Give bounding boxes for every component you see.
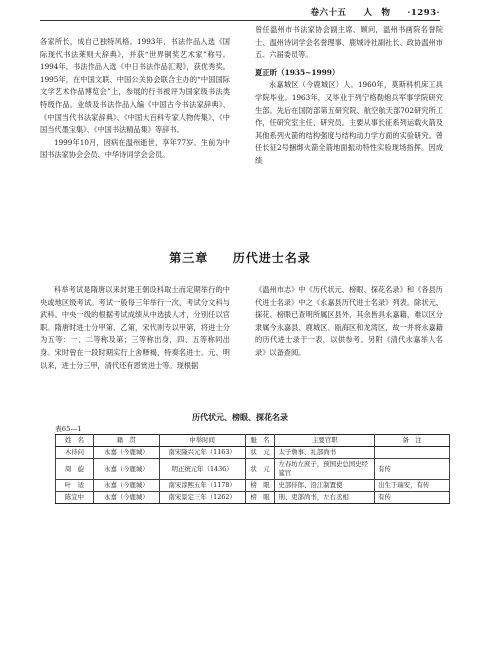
table-cell: 榜 眼 xyxy=(245,492,275,504)
table-cell: 状 元 xyxy=(245,447,275,459)
table-cell: 史部侍郎、沿江制置使 xyxy=(275,480,375,492)
header-section: 人 物 xyxy=(363,8,391,18)
chapter-title: 历代进士名录 xyxy=(232,251,311,265)
table-cell: 明正统元年（1436） xyxy=(159,459,245,480)
table-cell: 左春坊左庶子，预国史总国史经筵官 xyxy=(275,459,375,480)
table-cell: 榜 眼 xyxy=(245,480,275,492)
table-cell: 永嘉（今鹿城） xyxy=(93,480,159,492)
header-page-number: ·1293· xyxy=(407,8,440,18)
paragraph: 《温州市志》中《历代状元、榜眼、探花名录》和《各县历代进士名录》中之《永嘉县历代进士名录》列表。除状元、探花、榜眼已查明所属区县外，其余皆具永嘉籍，难以区分隶属今永嘉县、鹿城区、瓯海区和龙湾区，故一并将永嘉籍的历代进士录于一表，以供参考。另附《清代永嘉举人名录》以备查阅。 xyxy=(255,285,443,357)
table-cell: 周 旋 xyxy=(56,459,94,480)
column-header: 中举时间 xyxy=(159,435,245,447)
paragraph: 永嘉城区（今鹿城区）人。1960年，莫斯科机床工具学院毕业。1963年，又毕业于列宁格勒炮兵军事学院研究生部。先后在国防部第五研究院、航空航天部702研究所工作，任研究室主任、研究员。主要从事长征系列运载火箭及其他系列火箭的结构强度与结构动力学方面的实验研究。曾任长征2号捆绑火箭全箭地面振动特性实验现场指挥。因成绩 xyxy=(255,80,443,165)
table-cell xyxy=(375,447,450,459)
table-row xyxy=(56,459,450,480)
table-cell: 刑、吏部尚书，左右丞相 xyxy=(275,492,375,504)
table-header-row xyxy=(56,435,450,447)
table-cell: 有传 xyxy=(375,459,450,480)
right-column-bottom xyxy=(255,284,443,360)
table-cell: 有传 xyxy=(375,492,450,504)
paragraph: 1999年10月，因病在温州逝世，享年77岁。生前为中国书法家协会会员、中华诗词学会会员。 xyxy=(40,137,230,160)
table-title: 历代状元、榜眼、探花名录 xyxy=(192,412,288,422)
table-label: 表65—1 xyxy=(55,425,82,433)
left-column-top xyxy=(40,36,230,162)
table-cell: 永嘉（今鹿城） xyxy=(93,492,159,504)
table-row xyxy=(56,447,450,459)
column-header: 备 注 xyxy=(375,435,450,447)
column-header: 主要官职 xyxy=(275,435,375,447)
table-cell: 陈宜中 xyxy=(56,492,94,504)
table-row xyxy=(56,492,450,504)
chapter-number: 第三章 xyxy=(169,251,209,265)
page-header xyxy=(311,6,440,18)
header-volume: 卷六十五 xyxy=(310,8,347,18)
paragraph: 各家所长，成自己独特风格。1993年，书法作品入选《国际现代书法莱则大辞典》，并获“世界铜奖艺术家”称号。1994年，书法作品入选《中日书法作品汇观》，获优秀奖。1995年，在中国文联、中国公关协会联合主办的“中国国际文学艺术作品博览会”上，参展的行书被评为国家级书法类特级作品。业绩及书法作品入编《中国古今书法家辞典》、《中国当代书法家辞典》、《中国大百科专家人物传集》、《中国当代墨宝集》、《中国书法精品集》等辞书。 xyxy=(40,37,230,135)
table-cell: 南宋隆兴元年（1163） xyxy=(159,447,245,459)
table-cell: 太子詹事、礼部尚书 xyxy=(275,447,375,459)
bio-heading: 夏正昕（1935~1999） xyxy=(255,67,340,77)
paragraph: 科举考试是隋唐以来封建王朝设科取士而定期举行的中央或地区级考试。考试一般每三年举行一次，考试分文科与武科。中央一级的根据考试成绩从中选拔人才，分别任以官职。隋唐时进士分甲第、乙第，宋代则专以甲第，将进士分为五等：一、二等称及第；三等称出身，四、五等称同出身。宋时曾在一段时期实行上舍释褐，特奏名进士。元、明以来，进士分三甲，清代还有恩赏进士等。现根据 xyxy=(40,285,230,370)
table-cell: 永嘉（今鹿城） xyxy=(93,459,159,480)
table-cell: 出生于瑞安，有传 xyxy=(375,480,450,492)
table-cell: 木待问 xyxy=(56,447,94,459)
left-column-bottom xyxy=(40,284,230,372)
laureates-table xyxy=(55,434,450,504)
chapter-heading xyxy=(0,249,480,266)
column-header: 魁 名 xyxy=(245,435,275,447)
column-header: 姓 名 xyxy=(56,435,94,447)
header-rule xyxy=(40,20,440,21)
paragraph: 曾任温州市书法家协会副主席、顾问，温州书画院名誉院士、温州诗词学会名誉理事、鹿城诗社副社长、政协温州市五、六届委员等。 xyxy=(255,25,443,60)
right-column-top xyxy=(255,24,443,168)
table-cell: 状 元 xyxy=(245,459,275,480)
table-row xyxy=(56,480,450,492)
table-cell: 南宋景定三年（1262） xyxy=(159,492,245,504)
table-cell: 南宋淳熙五年（1178） xyxy=(159,480,245,492)
column-header: 籍 贯 xyxy=(93,435,159,447)
table-cell: 叶 适 xyxy=(56,480,94,492)
table-cell: 永嘉（今鹿城） xyxy=(93,447,159,459)
